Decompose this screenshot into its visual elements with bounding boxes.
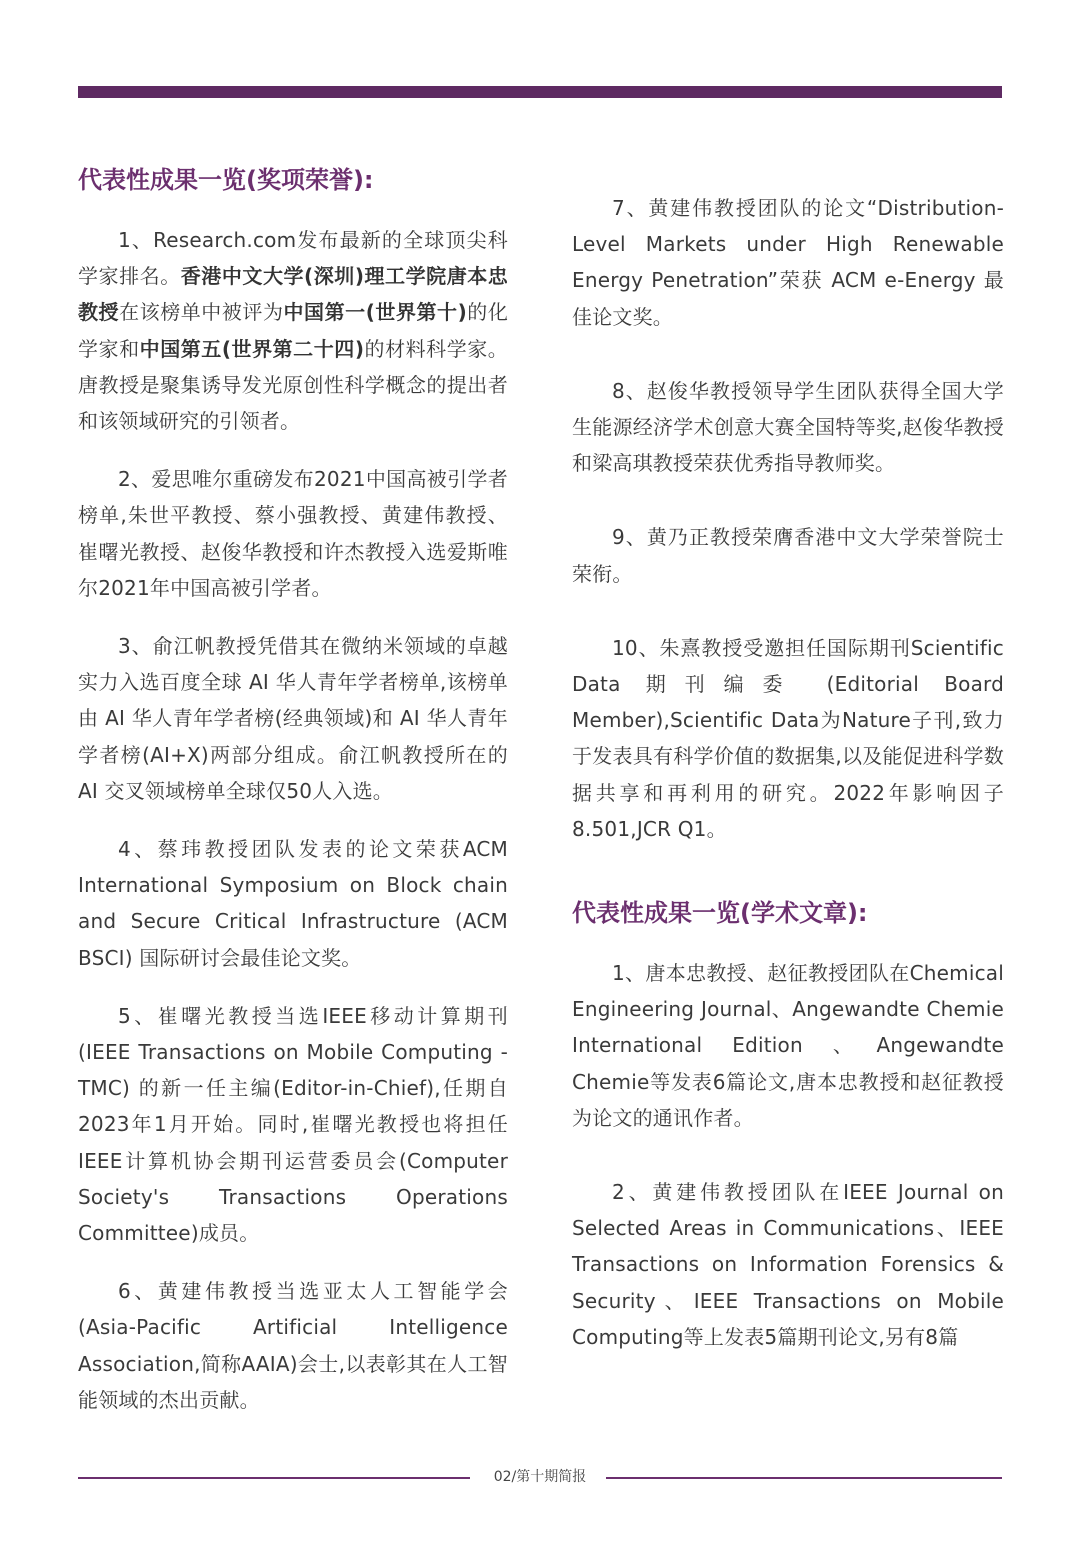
page-number: 02/第十期简报	[493, 1469, 587, 1485]
award-item-10: 10、朱熹教授受邀担任国际期刊Scientific Data 期刊编委 (Editorial Board Member),Scientific Data为Nature子刊,致力于发表具有科学价值的数据集,以及能促进科学数据共享和再利用的研究。2022年影响因子 8.501,JCR Q1。	[572, 635, 1004, 841]
award-item-8: 8、赵俊华教授领导学生团队获得全国大学生能源经济学术创意大赛全国特等奖,赵俊华教授和梁高琪教授荣获优秀指导教师奖。	[572, 378, 1004, 476]
article-item-2: 2、黄建伟教授团队在IEEE Journal on Selected Areas in Communications、IEEE Transactions on Information Forensics & Security、IEEE Transactions on Mobile Computing等上发表5篇期刊论文,另有8篇	[572, 1180, 1004, 1349]
header-rule	[78, 86, 1002, 98]
award-item-2: 2、爱思唯尔重磅发布2021中国高被引学者榜单,朱世平教授、蔡小强教授、黄建伟教授、崔曙光教授、赵俊华教授和许杰教授入选爱斯唯尔2021年中国高被引学者。	[78, 467, 508, 600]
footer-rule-right	[606, 1477, 1002, 1479]
left-column	[78, 160, 508, 1440]
award-item-4: 4、蔡玮教授团队发表的论文荣获ACM International Symposium on Block chain and Secure Critical Infrastructure (ACM BSCI) 国际研讨会最佳论文奖。	[78, 837, 508, 970]
section-heading-articles: 代表性成果一览(学术文章):	[572, 899, 868, 928]
award-item-1: 1、Research.com发布最新的全球顶尖科学家排名。香港中文大学(深圳)理工学院唐本忠教授在该榜单中被评为中国第一(世界第十)的化学家和中国第五(世界第二十四)的材料科学家。唐教授是聚集诱导发光原创性科学概念的提出者和该领域研究的引领者。	[78, 228, 509, 434]
award-item-3: 3、俞江帆教授凭借其在微纳米领域的卓越实力入选百度全球 AI 华人青年学者榜单,该榜单由 AI 华人青年学者榜(经典领域)和 AI 华人青年学者榜(AI+X)两部分组成。俞江帆教授所在的 AI 交叉领域榜单全球仅50人入选。	[78, 634, 508, 803]
section-heading-awards: 代表性成果一览(奖项荣誉):	[78, 166, 374, 194]
award-item-9: 9、黄乃正教授荣膺香港中文大学荣誉院士荣衔。	[572, 525, 1004, 586]
award-item-6: 6、黄建伟教授当选亚太人工智能学会(Asia-Pacific Artificial Intelligence Association,简称AAIA)会士,以表彰其在人工智能领域的杰出贡献。	[78, 1279, 508, 1412]
article-item-1: 1、唐本忠教授、赵征教授团队在Chemical Engineering Journal、Angewandte Chemie International Edition 、Angewandte Chemie等发表6篇论文,唐本忠教授和赵征教授为论文的通讯作者。	[572, 961, 1004, 1130]
award-item-7: 7、黄建伟教授团队的论文“Distribution-Level Markets under High Renewable Energy Penetration”荣获 ACM e-Energy 最佳论文奖。	[572, 196, 1004, 329]
footer-rule-left	[78, 1477, 470, 1479]
right-column	[572, 190, 1004, 1393]
award-item-5: 5、崔曙光教授当选IEEE移动计算期刊(IEEE Transactions on Mobile Computing -TMC) 的新一任主编(Editor-in-Chief),任期自2023年1月开始。同时,崔曙光教授也将担任IEEE计算机协会期刊运营委员会(Computer Society's Transactions Operations Committee)成员。	[78, 1003, 508, 1246]
